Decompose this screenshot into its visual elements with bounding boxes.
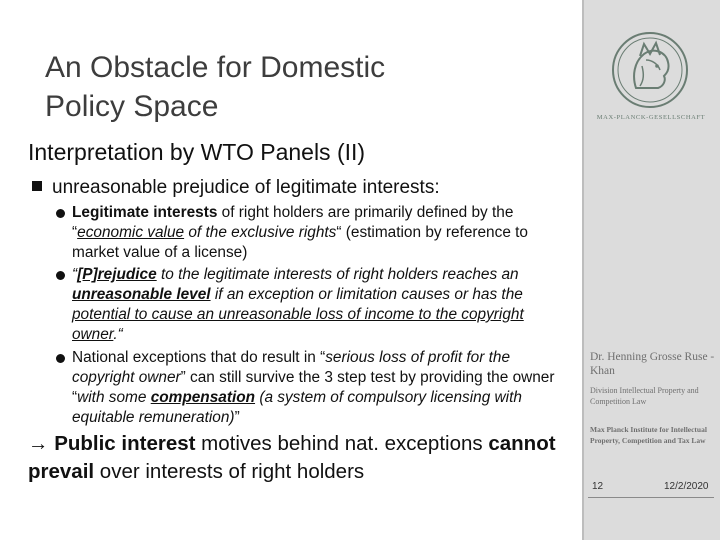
sub-bullet-national-exceptions [56, 348, 566, 428]
text-run: with some [77, 389, 151, 406]
sub-bullet-text [72, 203, 566, 263]
department-name: Division Intellectual Property and Competition Law [590, 386, 699, 406]
conclusion-statement [28, 430, 568, 486]
text-run: unreasonable level [72, 286, 211, 303]
text-run: of the exclusive rights [184, 224, 337, 241]
title-line-2: Policy Space [45, 90, 219, 123]
text-run: to the legitimate interests of right holders reaches an [156, 266, 519, 283]
text-run: [P]rejudice [77, 266, 157, 283]
sub-bullet-text [72, 348, 566, 428]
text-run: economic value [77, 224, 185, 241]
text-run: “ (estimation by reference to market value of a license) [72, 224, 528, 261]
page-number: 12 [592, 481, 604, 492]
text-run: cannot prevail [28, 432, 556, 483]
text-run: National exceptions that do result in “ [72, 349, 326, 366]
sub-bullet-prejudice-quote [56, 265, 566, 345]
sidebar-divider [582, 0, 584, 540]
round-bullet-icon [56, 271, 65, 280]
text-run: (a system of compulsory licensing with equitable remuneration) [72, 389, 522, 426]
round-bullet-icon [56, 209, 65, 218]
text-run: serious loss of profit for the copyright owner [72, 349, 511, 386]
sub-bullet-text [72, 265, 566, 345]
footer-divider [588, 497, 714, 498]
title-line-1: An Obstacle for Domestic [45, 51, 386, 84]
minerva-seal-icon [610, 30, 690, 110]
bullet-unreasonable-prejudice [32, 177, 440, 199]
text-run: ” [234, 409, 240, 426]
text-run: potential to cause an unreasonable loss of income to the copyright owner [72, 306, 524, 343]
text-run: compensation [150, 389, 256, 406]
text-run: Public interest [54, 432, 196, 455]
text-run: Legitimate interests [72, 204, 218, 221]
slide-subtitle: Interpretation by WTO Panels (II) [28, 139, 366, 165]
square-bullet-icon [32, 181, 42, 191]
society-name: MAX-PLANCK-GESELLSCHAFT [596, 114, 706, 121]
text-run: .“ [113, 326, 123, 343]
bullet-text: unreasonable prejudice of legitimate interests: [52, 177, 440, 198]
slide-date: 12/2/2020 [664, 481, 709, 492]
text-run: ” can still survive the 3 step test by providing the owner “ [72, 369, 555, 406]
text-run: of right holders are primarily defined by the “ [72, 204, 514, 241]
author-name: Dr. Henning Grosse Ruse - Khan [590, 351, 715, 377]
institute-name: Max Planck Institute for Intellectual Property, Competition and Tax Law [590, 425, 707, 445]
arrow-icon: → [28, 432, 55, 455]
text-run: over interests of right holders [94, 460, 365, 483]
slide-title [45, 48, 545, 126]
text-run: if an exception or limitation causes or has the [210, 286, 523, 303]
sub-bullet-legitimate-interests [56, 203, 566, 263]
text-run: motives behind nat. exceptions [195, 432, 489, 455]
round-bullet-icon [56, 354, 65, 363]
text-run: “ [72, 266, 78, 283]
